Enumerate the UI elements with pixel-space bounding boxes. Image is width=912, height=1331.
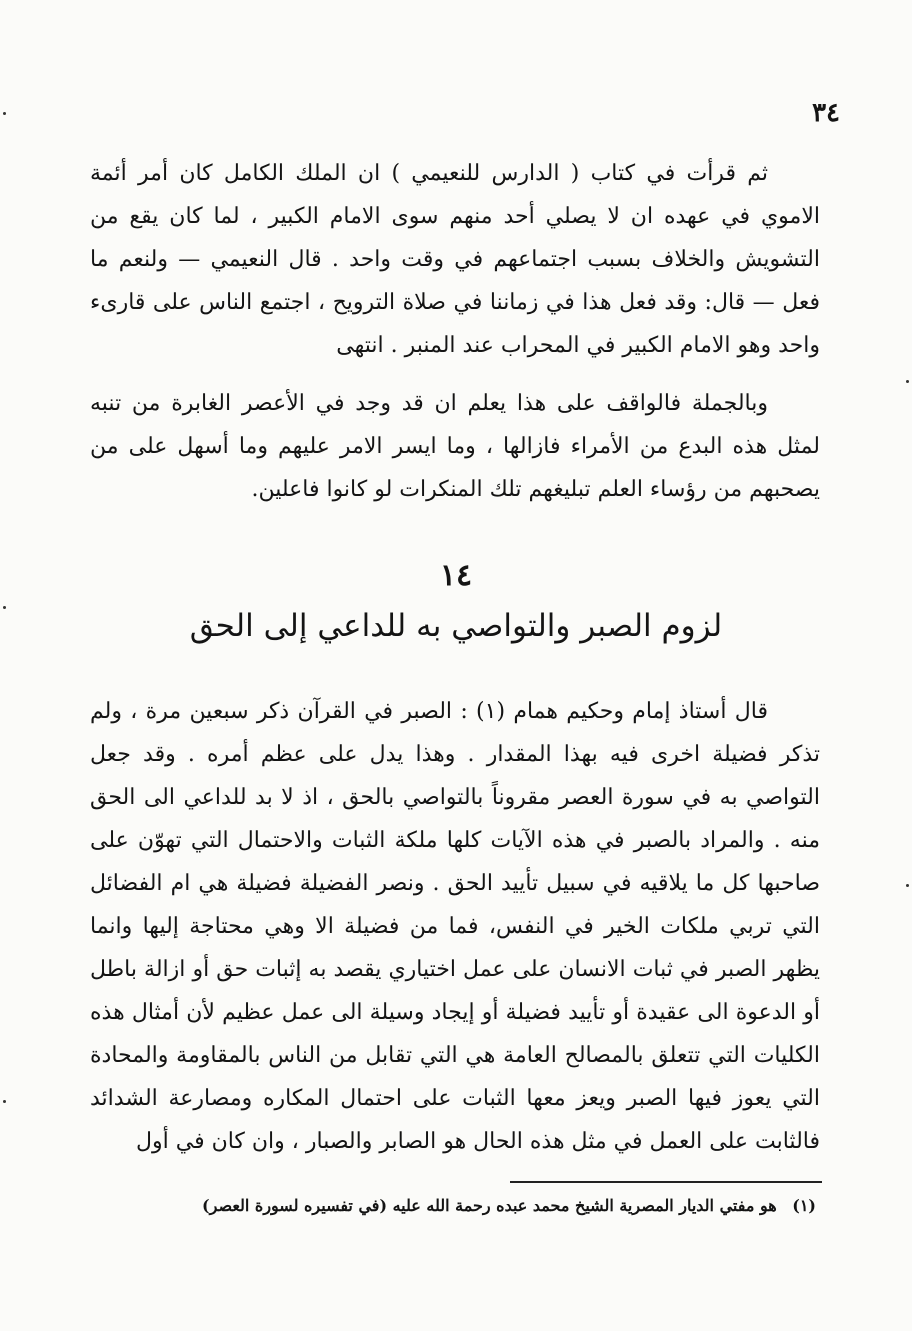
footnote — [96, 1194, 816, 1218]
paragraph-3: قال أستاذ إمام وحكيم همام (١) : الصبر في القرآن ذكر سبعين مرة ، ولم تذكر فضيلة اخرى فيه بهذا المقدار . وهذا يدل على عظم أمره . وقد جعل التواصي به في سورة العصر مقروناً بالتواصي بالحق ، اذ لا بد للداعي الى الحق منه . والمراد بالصبر في هذه الآيات كلها ملكة الثبات والاحتمال التي تهوّن على صاحبها كل ما يلاقيه في سبيل تأييد الحق . ونصر الفضيلة فضيلة هي ام الفضائل التي تربي ملكات الخير في النفس، فما من فضيلة الا وهي محتاجة إليها وانما يظهر الصبر في ثبات الانسان على عمل اختياري يقصد به إثبات حق أو ازالة باطل أو الدعوة الى عقيدة أو تأييد فضيلة أو إيجاد وسيلة الى عمل عظيم لأن أمثال هذه الكليات التي تتعلق بالمصالح العامة هي التي تقابل من الناس بالمقاومة والمحادة التي يعوز فيها الصبر ويعز معها الثبات على احتمال المكاره ومصارعة الشدائد فالثابت على العمل في مثل هذه الحال هو الصابر والصبار ، وان كان في أول — [90, 699, 820, 1154]
margin-speck — [3, 606, 6, 609]
footnote-marker: (١) — [792, 1196, 816, 1215]
footnote-text: هو مفتي الديار المصرية الشيخ محمد عبده رحمة الله عليه (في تفسيره لسورة العصر) — [202, 1196, 777, 1215]
margin-speck — [906, 380, 909, 383]
margin-speck — [906, 884, 909, 887]
footnote-divider — [510, 1181, 822, 1183]
section-title: لزوم الصبر والتواصي به للداعي إلى الحق — [189, 608, 723, 644]
margin-speck — [3, 112, 6, 115]
margin-speck — [3, 1100, 6, 1103]
section-number: ١٤ — [439, 558, 473, 593]
page-number: ٣٤ — [812, 98, 840, 128]
paragraph-1: ثم قرأت في كتاب ( الدارس للنعيمي ) ان الملك الكامل كان أمر أئمة الاموي في عهده ان لا يصلي أحد منهم سوى الامام الكبير ، لما كان يقع من التشويش والخلاف بسبب اجتماعهم في وقت واحد . قال النعيمي — ولنعم ما فعل — قال: وقد فعل هذا في زماننا في صلاة الترويح ، اجتمع الناس على قارىء واحد وهو الامام الكبير في المحراب عند المنبر . انتهى — [90, 161, 820, 358]
paragraph-2: وبالجملة فالواقف على هذا يعلم ان قد وجد في الأعصر الغابرة من تنبه لمثل هذه البدع من الأمراء فازالها ، وما ايسر الامر عليهم وما أسهل على من يصحبهم من رؤساء العلم تبليغهم تلك المنكرات لو كانوا فاعلين. — [90, 391, 820, 502]
